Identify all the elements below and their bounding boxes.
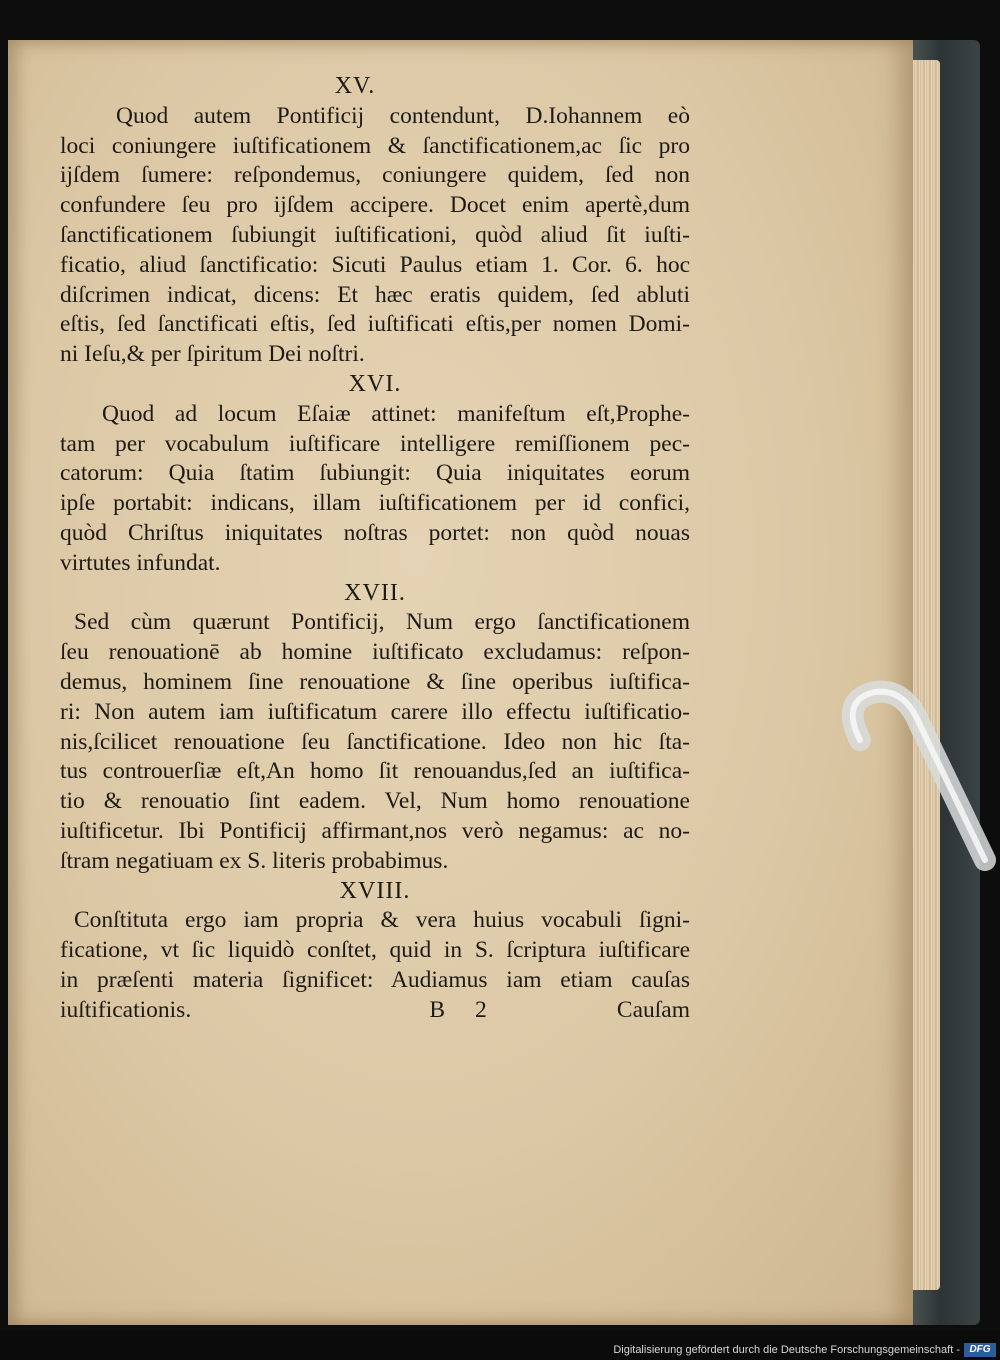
text-line: tus controuerſiæ eſt,An homo ſit renouandus,ſed an iuſtifica- xyxy=(60,758,690,785)
text-line: virtutes infundat. xyxy=(60,549,221,576)
paper-clip-icon xyxy=(820,680,1000,880)
text-line: confundere ſeu pro ijſdem accipere. Docet enim apertè,dum xyxy=(60,192,690,219)
text-line: demus, hominem ſine renouatione & ſine operibus iuſtifica- xyxy=(60,668,690,695)
paragraph-xv xyxy=(60,102,690,370)
signature-mark: B 2 xyxy=(429,996,499,1023)
text-line: Conſtituta ergo iam propria & vera huius vocabuli ſigni- xyxy=(74,907,690,934)
text-line: eſtis, ſed ſanctificati eſtis, ſed iuſtificati eſtis,per nomen Domi- xyxy=(60,311,690,338)
text-line: Sed cùm quærunt Pontificij, Num ergo ſanctificationem xyxy=(74,609,690,636)
text-line: catorum: Quia ſtatim ſubiungit: Quia iniquitates eorum xyxy=(60,460,690,487)
paragraph-xvii xyxy=(60,608,690,876)
text-line: ſtram negatiuam ex S. literis probabimus. xyxy=(60,847,449,874)
paragraph-xviii xyxy=(60,906,690,995)
section-heading-xviii: XVIII. xyxy=(339,877,411,904)
text-line: diſcrimen indicat, dicens: Et hæc eratis quidem, ſed abluti xyxy=(60,281,690,308)
text-line: quòd Chriſtus iniquitates noſtras portet: non quòd nouas xyxy=(60,519,690,546)
text-line: ſanctificationem ſubiungit iuſtificationi, quòd aliud ſit iuſti- xyxy=(60,221,690,248)
text-line: ri: Non autem iam iuſtificatum carere illo effectu iuſtificatio- xyxy=(60,698,690,725)
digitization-credit-bar xyxy=(0,1340,1000,1360)
last-text-line: iuſtificationis. xyxy=(60,996,192,1023)
credit-text: Digitalisierung gefördert durch die Deutsche Forschungsgemeinschaft - xyxy=(613,1344,960,1356)
text-line: Quod ad locum Eſaiæ attinet: manifeſtum eſt,Prophe- xyxy=(102,400,690,427)
section-heading-xvii: XVII. xyxy=(344,579,406,606)
paragraph-xvi xyxy=(60,400,690,579)
text-line: ficatio, aliud ſanctificatio: Sicuti Paulus etiam 1. Cor. 6. hoc xyxy=(60,251,690,278)
text-line: tio & renouatio ſint eadem. Vel, Num homo renouatione xyxy=(60,788,690,815)
text-line: tam per vocabulum iuſtificare intelligere remiſſionem pec- xyxy=(60,430,690,457)
text-line: Quod autem Pontificij contendunt, D.Iohannem eò xyxy=(116,102,690,129)
text-line: in præſenti materia ſignificet: Audiamus iam etiam cauſas xyxy=(60,966,690,993)
text-line: ijſdem ſumere: reſpondemus, coniungere quidem, ſed non xyxy=(60,162,690,189)
catchword: Cauſam xyxy=(616,996,690,1023)
text-line: loci coniungere iuſtificationem & ſanctificationem,ac ſic pro xyxy=(60,132,690,159)
dfg-logo: DFG xyxy=(964,1343,996,1357)
text-line: ipſe portabit: indicans, illam iuſtificationem per id confici, xyxy=(60,490,690,517)
section-heading-xv: XV. xyxy=(334,73,376,99)
text-line: ficatione, vt ſic liquidò conſtet, quid in S. ſcriptura iuſtificare xyxy=(60,937,690,964)
section-heading-xvi: XVI. xyxy=(348,370,402,397)
page-footer-line xyxy=(60,996,690,1026)
page-text xyxy=(60,72,690,1026)
text-line: nis,ſcilicet renouatione ſeu ſanctificatione. Ideo non hic ſta- xyxy=(60,728,690,755)
text-line: iuſtificetur. Ibi Pontificij affirmant,nos verò negamus: ac no- xyxy=(60,817,690,844)
text-line: ni Ieſu,& per ſpiritum Dei noſtri. xyxy=(60,341,365,368)
text-line: ſeu renouationē ab homine iuſtificato excludamus: reſpon- xyxy=(60,639,690,666)
